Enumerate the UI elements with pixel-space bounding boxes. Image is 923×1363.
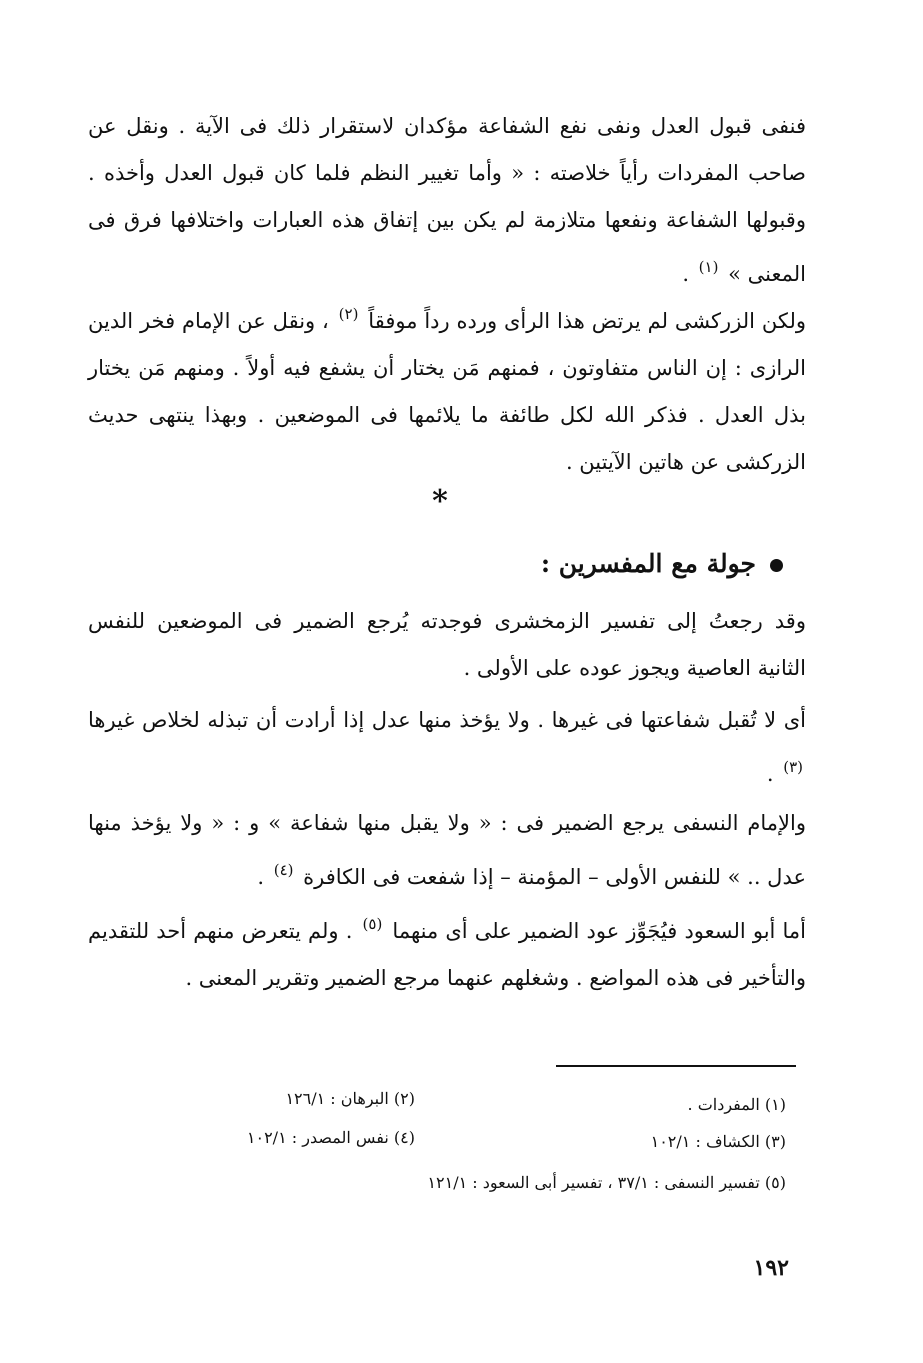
footnote-1: (١) المفردات . xyxy=(687,1095,786,1114)
footnote-ref-4[interactable]: (٤) xyxy=(273,861,294,879)
paragraph-6-text: أما أبو السعود فيُجَوِّز عود الضمير على أى منهما xyxy=(385,919,807,943)
paragraph-5 xyxy=(88,800,806,901)
paragraph-1-text: فنفى قبول العدل ونفى نفع الشفاعة مؤكدان لاستقرار ذلك فى الآية . ونقل عن صاحب المفردات رأياً خلاصته : « وأما تغيير النظم فلما كان قبول العدل وأخذه . وقبولها الشفاعة ونفعها متلازمة لم يكن بين إتفاق هذه العبارات واختلافها فرق فى المعنى » xyxy=(88,114,806,286)
footnote-ref-1[interactable]: (١) xyxy=(698,258,719,276)
paragraph-4-text: أى لا تُقبل شفاعتها فى غيرها . ولا يؤخذ منها عدل إذا أرادت أن تبذله لخلاص غيرها xyxy=(88,708,806,732)
footnote-4: (٤) نفس المصدر : ١٠٢/١ xyxy=(246,1128,415,1147)
paragraph-5-end: . xyxy=(257,865,271,889)
section-heading xyxy=(283,541,783,587)
paragraph-2-text: ولكن الزركشى لم يرتض هذا الرأى ورده رداً موفقاً xyxy=(361,309,806,333)
paragraph-5-text: والإمام النسفى يرجع الضمير فى : « ولا يقبل منها شفاعة » و : « ولا يؤخذ منها عدل .. » للنفس الأولى – المؤمنة – إذا شفعت فى الكافرة xyxy=(88,811,806,889)
paragraph-3-text: وقد رجعتُ إلى تفسير الزمخشرى فوجدته يُرجع الضمير فى الموضعين للنفس الثانية العاصية ويجوز عوده على الأولى . xyxy=(88,609,806,680)
footnote-5: (٥) تفسير النسفى : ٣٧/١ ، تفسير أبى السعود : ١٢١/١ xyxy=(427,1173,786,1192)
paragraph-4-end: . xyxy=(766,762,781,786)
footnote-3: (٣) الكشاف : ١٠٢/١ xyxy=(650,1132,786,1151)
footnote-ref-5[interactable]: (٥) xyxy=(362,915,383,933)
footnote-2: (٢) البرهان : ١٢٦/١ xyxy=(285,1089,415,1108)
footnote-ref-3[interactable]: (٣) xyxy=(783,758,803,776)
paragraph-2 xyxy=(88,291,806,486)
footnote-divider xyxy=(556,1065,796,1067)
paragraph-6-end: . ولم يتعرض منهم أحد للتقديم والتأخير فى هذه المواضع . وشغلهم عنهما مرجع الضمير وتقرير المعنى . xyxy=(88,919,806,990)
bullet-icon xyxy=(770,559,783,572)
paragraph-1 xyxy=(88,103,806,298)
paragraph-4 xyxy=(88,697,806,798)
paragraph-2-end: ، ونقل عن الإمام فخر الدين الرازى : إن الناس متفاوتون ، فمنهم مَن يختار أن يشفع فيه أولاً . ومنهم مَن يختار بذل العدل . فذكر الله لكل طائفة ما يلائمها فى الموضعين . وبهذا ينتهى حديث الزركشى عن هاتين الآيتين . xyxy=(88,309,806,474)
paragraph-1-end: . xyxy=(682,262,696,286)
section-heading-text: جولة مع المفسرين : xyxy=(540,549,756,578)
footnote-ref-2[interactable]: (٢) xyxy=(338,305,359,323)
section-separator-asterisk: * xyxy=(432,484,448,519)
paragraph-6 xyxy=(88,901,806,1002)
paragraph-3 xyxy=(88,598,806,692)
page-number: ١٩٢ xyxy=(753,1255,789,1281)
